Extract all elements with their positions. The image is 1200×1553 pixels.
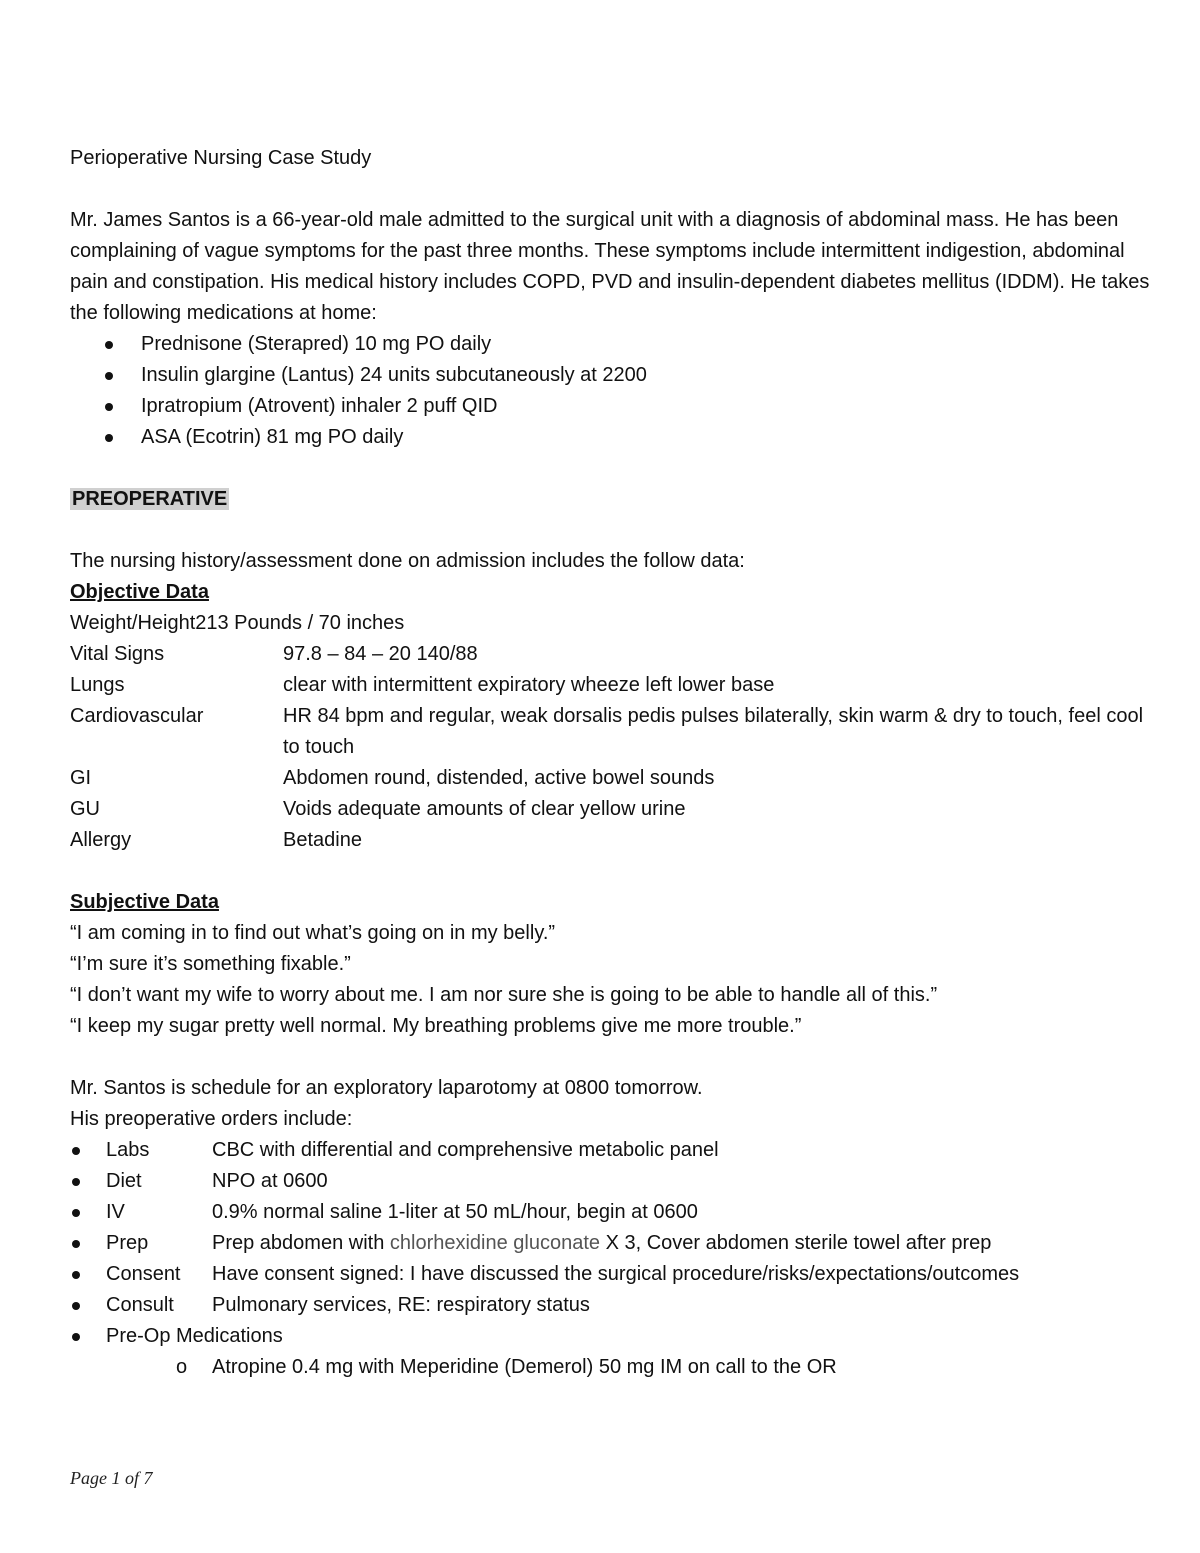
document-title: Perioperative Nursing Case Study xyxy=(70,147,372,169)
row-label: Cardiovascular xyxy=(70,705,204,727)
objective-row-lungs xyxy=(70,670,1150,701)
objective-row-gi xyxy=(70,763,1150,794)
objective-row-vitals xyxy=(70,639,1150,670)
home-medications-list xyxy=(70,329,1150,453)
objective-row-cardiovascular xyxy=(70,701,1150,763)
assessment-intro: The nursing history/assessment done on admission includes the follow data: xyxy=(70,550,745,572)
objective-data-heading: Objective Data xyxy=(70,581,209,603)
order-value: X 3, Cover abdomen sterile towel after prep xyxy=(600,1232,992,1254)
row-value: Abdomen round, distended, active bowel sounds xyxy=(283,767,715,789)
order-label: Labs xyxy=(106,1139,150,1161)
order-label: Consent xyxy=(106,1263,181,1285)
order-item xyxy=(70,1290,1150,1321)
order-label: Prep xyxy=(106,1232,149,1254)
page-footer: Page 1 of 7 xyxy=(70,1468,153,1488)
row-value: Voids adequate amounts of clear yellow urine xyxy=(283,798,686,820)
order-value: Prep abdomen with xyxy=(212,1232,390,1254)
order-value: CBC with differential and comprehensive metabolic panel xyxy=(212,1139,719,1161)
order-item xyxy=(70,1259,1150,1290)
intro-paragraph: Mr. James Santos is a 66-year-old male admitted to the surgical unit with a diagnosis of abdominal mass. He has been complaining of vague symptoms for the past three months. These symptoms include intermittent indigestion, abdominal pain and constipation. His medical history includes COPD, PVD and insulin-dependent diabetes mellitus (IDDM). He takes the following medications at home: xyxy=(70,209,1150,324)
row-label: GI xyxy=(70,767,92,789)
list-item: Insulin glargine (Lantus) 24 units subcutaneously at 2200 xyxy=(70,360,1150,391)
surgery-schedule: Mr. Santos is schedule for an exploratory laparotomy at 0800 tomorrow. xyxy=(70,1077,703,1099)
preop-medications-label: Pre-Op Medications xyxy=(106,1325,283,1347)
objective-row-gu xyxy=(70,794,1150,825)
order-value: 0.9% normal saline 1-liter at 50 mL/hour, begin at 0600 xyxy=(212,1201,698,1223)
subjective-quote: “I don’t want my wife to worry about me. I am nor sure she is going to be able to handle all of this.” xyxy=(70,984,938,1006)
preop-medication-item xyxy=(70,1352,1150,1383)
order-item xyxy=(70,1321,1150,1352)
row-value: Betadine xyxy=(283,829,362,851)
order-label: IV xyxy=(106,1201,125,1223)
order-label: Consult xyxy=(106,1294,174,1316)
preop-medication-text: Atropine 0.4 mg with Meperidine (Demerol) 50 mg IM on call to the OR xyxy=(212,1356,837,1378)
preop-orders-list xyxy=(70,1135,1150,1352)
row-label: Allergy xyxy=(70,829,132,851)
subjective-quote: “I’m sure it’s something fixable.” xyxy=(70,953,351,975)
row-label: GU xyxy=(70,798,100,820)
preoperative-heading: PREOPERATIVE xyxy=(72,488,228,510)
subjective-quote: “I am coming in to find out what’s going on in my belly.” xyxy=(70,922,556,944)
order-item xyxy=(70,1197,1150,1228)
circle-bullet-icon: o xyxy=(176,1356,188,1378)
order-value: Have consent signed: I have discussed the surgical procedure/risks/expectations/outcomes xyxy=(212,1263,1020,1285)
subjective-data-heading: Subjective Data xyxy=(70,891,219,913)
weight-height: Weight/Height213 Pounds / 70 inches xyxy=(70,612,405,634)
order-value: NPO at 0600 xyxy=(212,1170,328,1192)
objective-row-allergy xyxy=(70,825,1150,856)
orders-intro: His preoperative orders include: xyxy=(70,1108,353,1130)
list-item: ASA (Ecotrin) 81 mg PO daily xyxy=(70,422,1150,453)
row-label: Vital Signs xyxy=(70,643,165,665)
row-value: 97.8 – 84 – 20 140/88 xyxy=(283,643,478,665)
subjective-quote: “I keep my sugar pretty well normal. My breathing problems give me more trouble.” xyxy=(70,1015,802,1037)
order-item xyxy=(70,1166,1150,1197)
list-item: Ipratropium (Atrovent) inhaler 2 puff QID xyxy=(70,391,1150,422)
order-item xyxy=(70,1135,1150,1166)
order-label: Diet xyxy=(106,1170,142,1192)
row-label: Lungs xyxy=(70,674,125,696)
document-page xyxy=(70,143,1150,1383)
order-value: Pulmonary services, RE: respiratory status xyxy=(212,1294,590,1316)
list-item: Prednisone (Sterapred) 10 mg PO daily xyxy=(70,329,1150,360)
row-value: clear with intermittent expiratory wheeze left lower base xyxy=(283,674,775,696)
row-value: HR 84 bpm and regular, weak dorsalis pedis pulses bilaterally, skin warm & dry to touch, feel cool to touch xyxy=(283,705,1144,758)
order-value-drug: chlorhexidine gluconate xyxy=(389,1232,601,1254)
order-item xyxy=(70,1228,1150,1259)
